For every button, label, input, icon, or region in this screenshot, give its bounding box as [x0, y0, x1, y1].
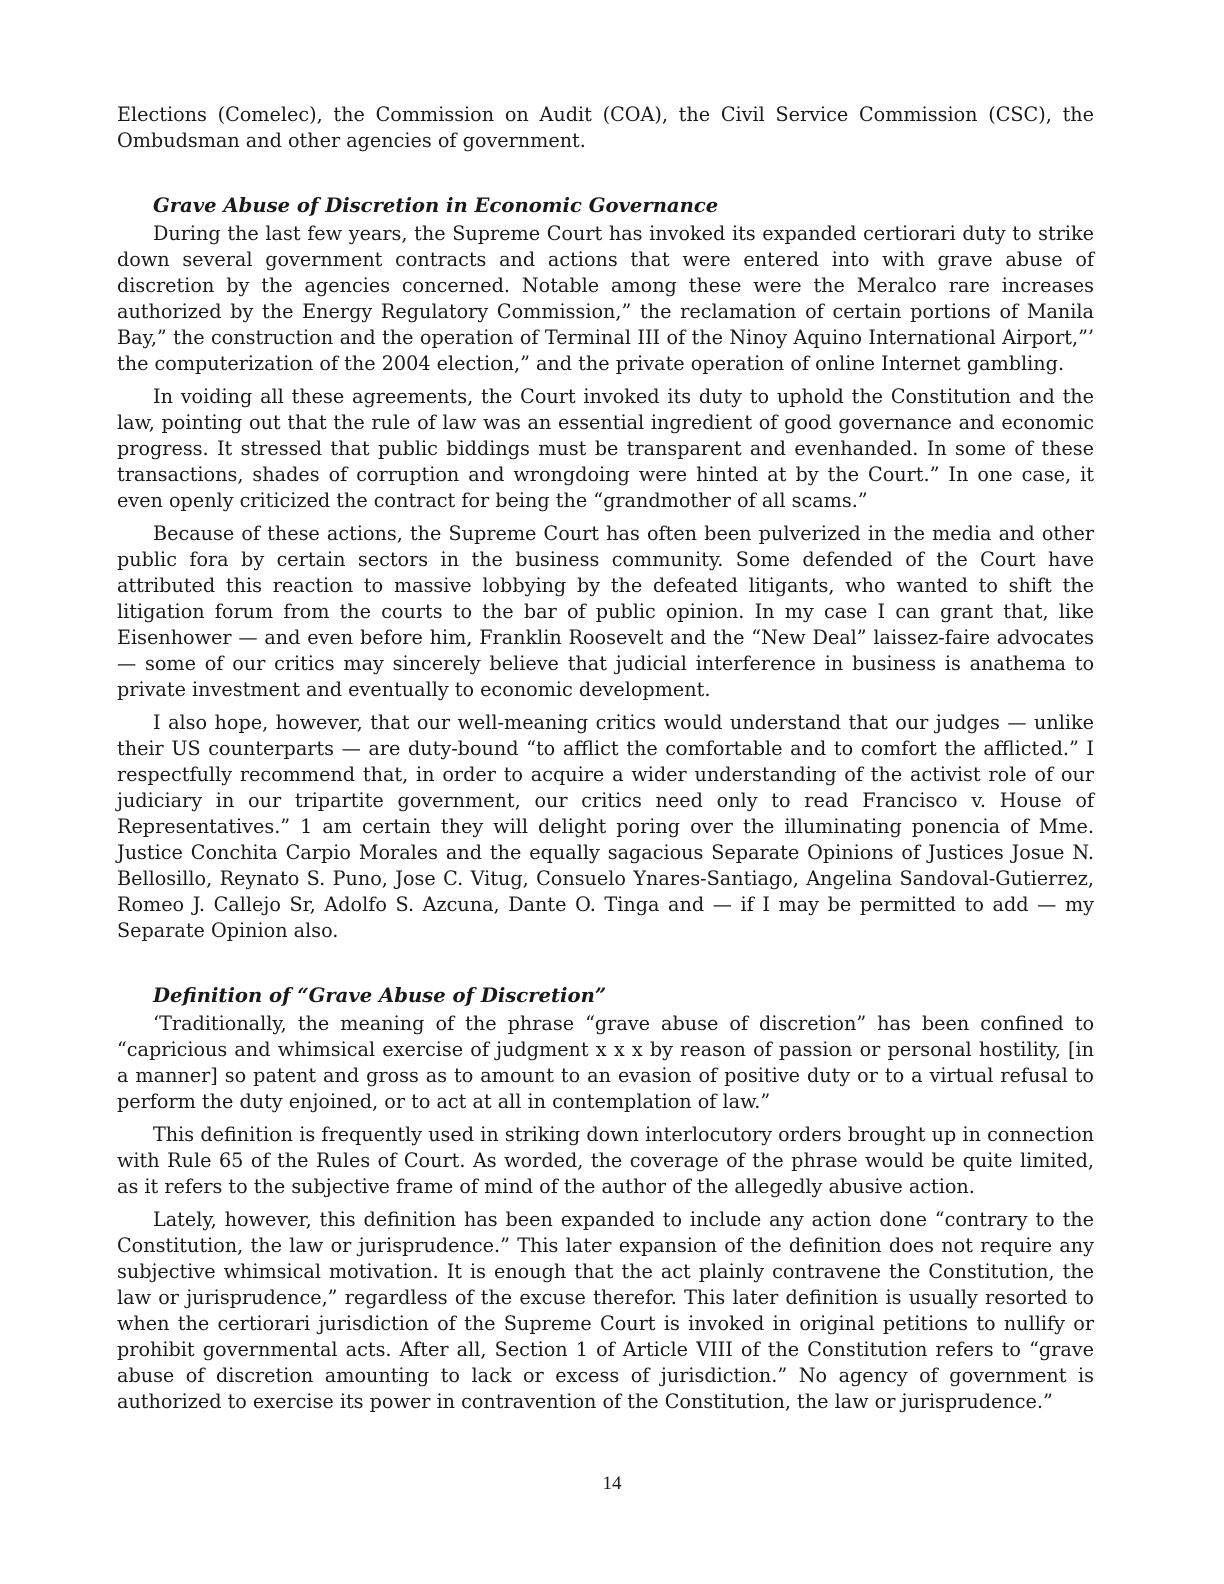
document-page — [117, 102, 1094, 1422]
paragraph: During the last few years, the Supreme Court has invoked its expanded certiorari duty to strike down several government contracts and actions that were entered into with grave abuse of discretion by the agencies concerned. Notable among these were the Meralco rare increases authorized by the Energy Regulatory Commission,” the reclamation of certain portions of Manila Bay,” the construction and the operation of Terminal III of the Ninoy Aquino International Airport,”’ the computerization of the 2004 election,” and the private operation of online Internet gambling. — [117, 222, 1094, 375]
paragraph: I also hope, however, that our well-meaning critics would understand that our judges — unlike their US counterparts — are duty-bound “to afflict the comfortable and to comfort the afflicted.” I respectfully recommend that, in order to acquire a wider understanding of the activist role of our judiciary in our tripartite government, our critics need only to read Francisco v. House of Representatives.” 1 am certain they will delight poring over the illuminating ponencia of Mme. Justice Conchita Carpio Morales and the equally sagacious Separate Opinions of Justices Josue N. Bellosillo, Reynato S. Puno, Jose C. Vitug, Consuelo Ynares-Santiago, Angelina Sandoval-Gutierrez, Romeo J. Callejo Sr, Adolfo S. Azcuna, Dante O. Tinga and — if I may be permitted to add — my Separate Opinion also. — [117, 711, 1094, 942]
paragraph: This definition is frequently used in striking down interlocutory orders brought up in connection with Rule 65 of the Rules of Court. As worded, the coverage of the phrase would be quite limited, as it refers to the subjective frame of mind of the author of the allegedly abusive action. — [117, 1123, 1094, 1198]
paragraph: ‘Traditionally, the meaning of the phrase “grave abuse of discretion” has been confined to “capricious and whimsical exercise of judgment x x x by reason of passion or personal hostility, [in a manner] so patent and gross as to amount to an evasion of positive duty or to a virtual refusal to perform the duty enjoined, or to act at all in contemplation of law.” — [117, 1012, 1094, 1113]
page-number: 14 — [602, 1473, 622, 1494]
paragraph: Lately, however, this definition has been expanded to include any action done “contrary to the Constitution, the law or jurisprudence.” This later expansion of the definition does not require any subjective whimsical motivation. It is enough that the act plainly contravene the Constitution, the law or jurisprudence,” regardless of the excuse therefor. This later definition is usually resorted to when the certiorari jurisdiction of the Supreme Court is invoked in original petitions to nullify or prohibit governmental acts. After all, Section 1 of Article VIII of the Constitution refers to “grave abuse of discretion amounting to lack or excess of jurisdiction.” No agency of government is authorized to exercise its power in contravention of the Constitution, the law or jurisprudence.” — [117, 1208, 1094, 1413]
continuation-paragraph: Elections (Comelec), the Commission on Audit (COA), the Civil Service Commission (CSC), the Ombudsman and other agencies of government. — [117, 103, 1094, 152]
paragraph: Because of these actions, the Supreme Court has often been pulverized in the media and other public fora by certain sectors in the business community. Some defended of the Court have attributed this reaction to massive lobbying by the defeated litigants, who wanted to shift the litigation forum from the courts to the bar of public opinion. In my case I can grant that, like Eisenhower — and even before him, Franklin Roosevelt and the “New Deal” laissez-faire advocates — some of our critics may sincerely believe that judicial interference in business is anathema to private investment and eventually to economic development. — [117, 522, 1094, 701]
section-heading-definition: Definition of “Grave Abuse of Discretion” — [153, 984, 607, 1007]
section-heading-economic-governance: Grave Abuse of Discretion in Economic Governance — [153, 194, 719, 217]
paragraph: In voiding all these agreements, the Court invoked its duty to uphold the Constitution and the law, pointing out that the rule of law was an essential ingredient of good governance and economic progress. It stressed that public biddings must be transparent and evenhanded. In some of these transactions, shades of corruption and wrongdoing were hinted at by the Court.” In one case, it even openly criticized the contract for being the “grandmother of all scams.” — [117, 385, 1094, 512]
